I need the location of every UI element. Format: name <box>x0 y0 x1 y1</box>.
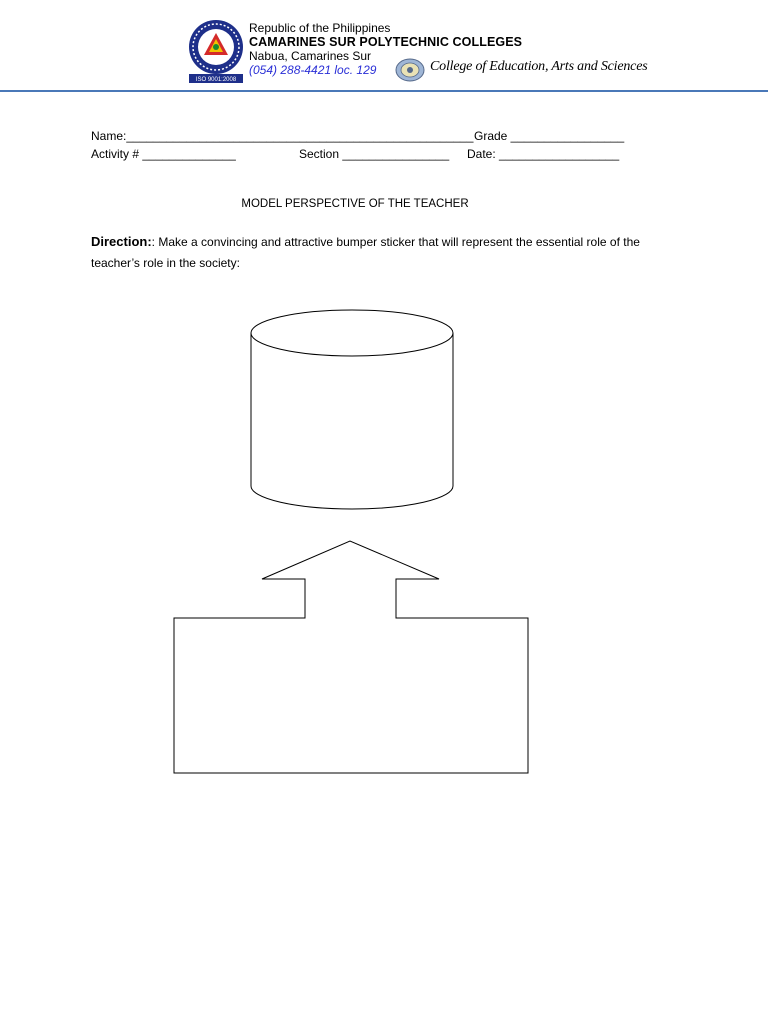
section-field: Section ________________ <box>299 147 450 161</box>
date-field: Date: __________________ <box>467 147 620 161</box>
college-name: College of Education, Arts and Sciences <box>430 59 648 74</box>
activity-field: Activity # ______________ <box>91 147 236 161</box>
arrow-box-shape <box>174 541 528 773</box>
name-field: Name:____________________________________________________ <box>91 129 474 143</box>
address-line: Nabua, Camarines Sur <box>249 49 372 63</box>
seal-badge-text: ISO 9001:2008 <box>195 77 237 83</box>
phone-line: (054) 288-4421 loc. 129 <box>249 63 377 77</box>
republic-line: Republic of the Philippines <box>249 21 391 35</box>
direction-body: : Make a convincing and attractive bumper sticker that will represent the essential role of the teacher’s role in the society: <box>91 235 640 270</box>
page-title: MODEL PERSPECTIVE OF THE TEACHER <box>241 198 469 210</box>
grade-field: Grade _________________ <box>474 129 625 143</box>
direction-label: Direction: <box>91 234 152 249</box>
institution-name: CAMARINES SUR POLYTECHNIC COLLEGES <box>249 35 523 49</box>
cylinder-shape <box>251 310 453 509</box>
